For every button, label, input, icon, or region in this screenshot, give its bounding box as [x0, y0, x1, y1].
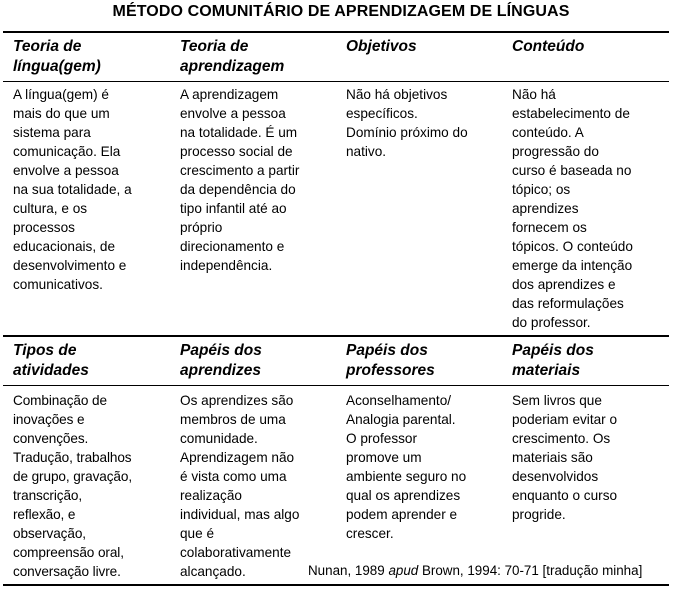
cell-objetivos: Não há objetivos específicos. Domínio próximo do nativo. [346, 87, 468, 159]
header-papeis-materiais: Papéis dos materiais [512, 342, 594, 379]
cell-tipos-atividades: Combinação de inovações e convenções. Tradução, trabalhos de grupo, gravação, transcrição, reflexão, e observação, compreensão oral, conversação livre. [13, 393, 133, 579]
header-tipos-atividades: Tipos de atividades [13, 342, 89, 379]
cell-papeis-materiais: Sem livros que poderiam evitar o crescimento. Os materiais são desenvolvidos enquanto o curso progride. [512, 393, 618, 522]
header-conteudo: Conteúdo [512, 38, 585, 55]
cell-teoria-aprendizagem: A aprendizagem envolve a pessoa na totalidade. É um processo social de crescimento a partir da dependência do tipo infantil até ao próprio direcionamento e independência. [180, 87, 300, 273]
citation-author: Nunan [308, 563, 348, 578]
citation-rest: Brown, 1994: 70-71 [tradução minha] [418, 563, 643, 578]
header-teoria-lingua: Teoria de língua(gem) [13, 38, 101, 75]
bottom-rule [3, 584, 669, 586]
cell-conteudo: Não há estabelecimento de conteúdo. A progressão do curso é baseada no tópico; os aprendizes fornecem os tópicos. O conteúdo emerge da intenção dos aprendizes e das reformulações do professor. [512, 87, 633, 330]
citation-apud: apud [388, 563, 419, 578]
section-divider-rule [3, 335, 669, 337]
header-objetivos: Objetivos [346, 38, 417, 55]
citation-year: , 1989 [347, 563, 385, 578]
cell-papeis-professores: Aconselhamento/ Analogia parental. O professor promove um ambiente seguro no qual os aprendizes podem aprender e crescer. [346, 393, 467, 541]
header-papeis-professores: Papéis dos professores [346, 342, 435, 379]
cell-papeis-aprendizes: Os aprendizes são membros de uma comunidade. Aprendizagem não é vista como uma realização individual, mas algo que é colaborativamente alcançado. [180, 393, 300, 579]
header-papeis-aprendizes: Papéis dos aprendizes [180, 342, 262, 379]
header-teoria-aprendizagem: Teoria de aprendizagem [180, 38, 285, 75]
cell-teoria-lingua: A língua(gem) é mais do que um sistema para comunicação. Ela envolve a pessoa na sua totalidade, a cultura, e os processos educacionais, de desenvolvimento e comunicativos. [13, 87, 132, 292]
top-rule [3, 31, 669, 33]
header2-rule [3, 385, 669, 386]
source-citation [308, 563, 642, 578]
page-title: MÉTODO COMUNITÁRIO DE APRENDIZAGEM DE LÍNGUAS [112, 3, 570, 20]
header1-rule [3, 81, 669, 82]
